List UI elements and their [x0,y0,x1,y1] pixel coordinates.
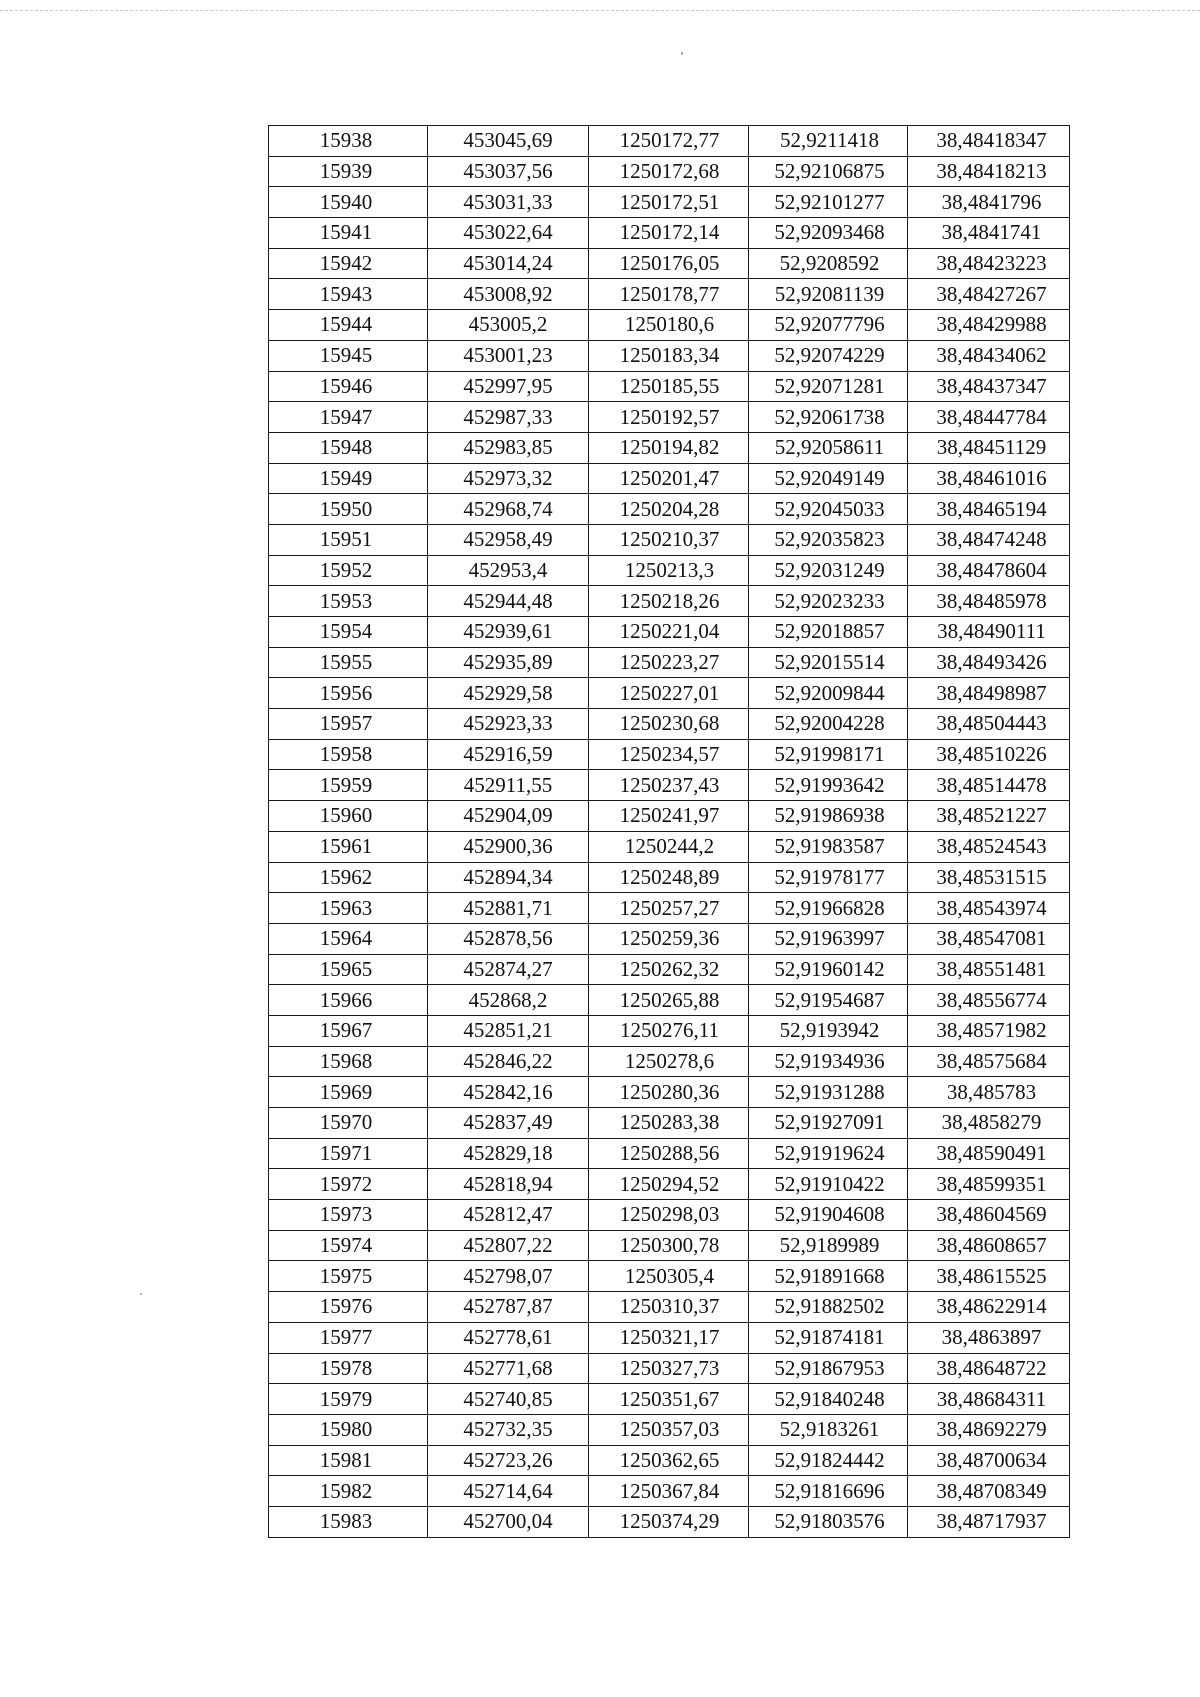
table-row [269,463,1070,494]
longitude-cell: 38,48434062 [908,340,1070,371]
x-coordinate-cell: 452911,55 [428,770,589,801]
longitude-cell: 38,48423223 [908,248,1070,279]
longitude-cell: 38,48465194 [908,494,1070,525]
point-number-cell: 15943 [269,279,428,310]
table-row [269,494,1070,525]
y-coordinate-cell: 1250180,6 [589,310,749,341]
longitude-cell: 38,48498987 [908,678,1070,709]
longitude-cell: 38,48474248 [908,524,1070,555]
x-coordinate-cell: 452842,16 [428,1077,589,1108]
point-number-cell: 15964 [269,923,428,954]
y-coordinate-cell: 1250283,38 [589,1108,749,1139]
point-number-cell: 15967 [269,1015,428,1046]
x-coordinate-cell: 452868,2 [428,985,589,1016]
y-coordinate-cell: 1250172,77 [589,126,749,157]
table-row [269,1046,1070,1077]
latitude-cell: 52,92035823 [749,524,908,555]
y-coordinate-cell: 1250351,67 [589,1384,749,1415]
y-coordinate-cell: 1250210,37 [589,524,749,555]
x-coordinate-cell: 452997,95 [428,371,589,402]
point-number-cell: 15938 [269,126,428,157]
x-coordinate-cell: 452837,49 [428,1108,589,1139]
longitude-cell: 38,48461016 [908,463,1070,494]
point-number-cell: 15941 [269,218,428,249]
latitude-cell: 52,92077796 [749,310,908,341]
table-row [269,985,1070,1016]
x-coordinate-cell: 452935,89 [428,647,589,678]
table-row [269,1108,1070,1139]
latitude-cell: 52,91998171 [749,739,908,770]
longitude-cell: 38,48648722 [908,1353,1070,1384]
longitude-cell: 38,48490111 [908,617,1070,648]
latitude-cell: 52,91874181 [749,1322,908,1353]
y-coordinate-cell: 1250172,68 [589,156,749,187]
table-row [269,801,1070,832]
longitude-cell: 38,48437347 [908,371,1070,402]
point-number-cell: 15980 [269,1414,428,1445]
x-coordinate-cell: 452987,33 [428,402,589,433]
x-coordinate-cell: 452846,22 [428,1046,589,1077]
longitude-cell: 38,48622914 [908,1292,1070,1323]
point-number-cell: 15982 [269,1476,428,1507]
x-coordinate-cell: 452973,32 [428,463,589,494]
table-row [269,831,1070,862]
table-row [269,1200,1070,1231]
x-coordinate-cell: 452740,85 [428,1384,589,1415]
latitude-cell: 52,9189989 [749,1230,908,1261]
point-number-cell: 15955 [269,647,428,678]
y-coordinate-cell: 1250257,27 [589,893,749,924]
table-row [269,586,1070,617]
point-number-cell: 15965 [269,954,428,985]
x-coordinate-cell: 453037,56 [428,156,589,187]
longitude-cell: 38,4841796 [908,187,1070,218]
longitude-cell: 38,48700634 [908,1445,1070,1476]
x-coordinate-cell: 452878,56 [428,923,589,954]
point-number-cell: 15970 [269,1108,428,1139]
latitude-cell: 52,91824442 [749,1445,908,1476]
scan-speck [140,1293,142,1295]
table-row [269,340,1070,371]
longitude-cell: 38,4841741 [908,218,1070,249]
longitude-cell: 38,48427267 [908,279,1070,310]
y-coordinate-cell: 1250265,88 [589,985,749,1016]
x-coordinate-cell: 452778,61 [428,1322,589,1353]
latitude-cell: 52,91960142 [749,954,908,985]
longitude-cell: 38,48717937 [908,1506,1070,1537]
table-row [269,248,1070,279]
latitude-cell: 52,92031249 [749,555,908,586]
latitude-cell: 52,92004228 [749,709,908,740]
longitude-cell: 38,48485978 [908,586,1070,617]
latitude-cell: 52,92045033 [749,494,908,525]
latitude-cell: 52,92106875 [749,156,908,187]
point-number-cell: 15972 [269,1169,428,1200]
y-coordinate-cell: 1250248,89 [589,862,749,893]
x-coordinate-cell: 452983,85 [428,432,589,463]
point-number-cell: 15953 [269,586,428,617]
point-number-cell: 15969 [269,1077,428,1108]
latitude-cell: 52,91927091 [749,1108,908,1139]
latitude-cell: 52,92074229 [749,340,908,371]
table-row [269,524,1070,555]
longitude-cell: 38,48599351 [908,1169,1070,1200]
point-number-cell: 15954 [269,617,428,648]
x-coordinate-cell: 452714,64 [428,1476,589,1507]
table-row [269,647,1070,678]
y-coordinate-cell: 1250288,56 [589,1138,749,1169]
longitude-cell: 38,48543974 [908,893,1070,924]
table-row [269,954,1070,985]
y-coordinate-cell: 1250192,57 [589,402,749,433]
table-row [269,923,1070,954]
y-coordinate-cell: 1250374,29 [589,1506,749,1537]
point-number-cell: 15981 [269,1445,428,1476]
y-coordinate-cell: 1250223,27 [589,647,749,678]
point-number-cell: 15974 [269,1230,428,1261]
y-coordinate-cell: 1250172,51 [589,187,749,218]
y-coordinate-cell: 1250234,57 [589,739,749,770]
y-coordinate-cell: 1250305,4 [589,1261,749,1292]
y-coordinate-cell: 1250327,73 [589,1353,749,1384]
latitude-cell: 52,91919624 [749,1138,908,1169]
longitude-cell: 38,4863897 [908,1322,1070,1353]
latitude-cell: 52,91803576 [749,1506,908,1537]
latitude-cell: 52,91978177 [749,862,908,893]
table-row [269,187,1070,218]
longitude-cell: 38,48478604 [908,555,1070,586]
x-coordinate-cell: 452723,26 [428,1445,589,1476]
point-number-cell: 15950 [269,494,428,525]
latitude-cell: 52,92071281 [749,371,908,402]
scan-top-edge [0,10,1200,11]
point-number-cell: 15942 [269,248,428,279]
latitude-cell: 52,92015514 [749,647,908,678]
table-row [269,1292,1070,1323]
point-number-cell: 15940 [269,187,428,218]
y-coordinate-cell: 1250241,97 [589,801,749,832]
x-coordinate-cell: 452900,36 [428,831,589,862]
x-coordinate-cell: 452732,35 [428,1414,589,1445]
y-coordinate-cell: 1250357,03 [589,1414,749,1445]
y-coordinate-cell: 1250278,6 [589,1046,749,1077]
y-coordinate-cell: 1250172,14 [589,218,749,249]
x-coordinate-cell: 453001,23 [428,340,589,371]
point-number-cell: 15951 [269,524,428,555]
longitude-cell: 38,48521227 [908,801,1070,832]
y-coordinate-cell: 1250276,11 [589,1015,749,1046]
table-row [269,1077,1070,1108]
y-coordinate-cell: 1250237,43 [589,770,749,801]
point-number-cell: 15979 [269,1384,428,1415]
point-number-cell: 15949 [269,463,428,494]
x-coordinate-cell: 452894,34 [428,862,589,893]
longitude-cell: 38,48504443 [908,709,1070,740]
x-coordinate-cell: 452923,33 [428,709,589,740]
table-row [269,1169,1070,1200]
table-row [269,862,1070,893]
table-row [269,1506,1070,1537]
y-coordinate-cell: 1250244,2 [589,831,749,862]
y-coordinate-cell: 1250201,47 [589,463,749,494]
longitude-cell: 38,48615525 [908,1261,1070,1292]
x-coordinate-cell: 452829,18 [428,1138,589,1169]
longitude-cell: 38,48514478 [908,770,1070,801]
x-coordinate-cell: 452851,21 [428,1015,589,1046]
y-coordinate-cell: 1250176,05 [589,248,749,279]
y-coordinate-cell: 1250230,68 [589,709,749,740]
longitude-cell: 38,48531515 [908,862,1070,893]
point-number-cell: 15956 [269,678,428,709]
latitude-cell: 52,92018857 [749,617,908,648]
latitude-cell: 52,91931288 [749,1077,908,1108]
x-coordinate-cell: 452939,61 [428,617,589,648]
x-coordinate-cell: 453045,69 [428,126,589,157]
y-coordinate-cell: 1250185,55 [589,371,749,402]
longitude-cell: 38,48447784 [908,402,1070,433]
table-row [269,310,1070,341]
point-number-cell: 15957 [269,709,428,740]
table-row [269,1261,1070,1292]
point-number-cell: 15966 [269,985,428,1016]
longitude-cell: 38,48571982 [908,1015,1070,1046]
table-row [269,279,1070,310]
x-coordinate-cell: 452787,87 [428,1292,589,1323]
point-number-cell: 15959 [269,770,428,801]
y-coordinate-cell: 1250218,26 [589,586,749,617]
longitude-cell: 38,48556774 [908,985,1070,1016]
x-coordinate-cell: 452968,74 [428,494,589,525]
y-coordinate-cell: 1250321,17 [589,1322,749,1353]
table-row [269,432,1070,463]
table-row [269,1414,1070,1445]
point-number-cell: 15983 [269,1506,428,1537]
table-row [269,739,1070,770]
latitude-cell: 52,9193942 [749,1015,908,1046]
table-row [269,1230,1070,1261]
scan-speck [681,52,683,55]
table-row [269,1353,1070,1384]
point-number-cell: 15948 [269,432,428,463]
point-number-cell: 15975 [269,1261,428,1292]
latitude-cell: 52,92049149 [749,463,908,494]
y-coordinate-cell: 1250298,03 [589,1200,749,1231]
latitude-cell: 52,91983587 [749,831,908,862]
point-number-cell: 15976 [269,1292,428,1323]
table-row [269,1445,1070,1476]
x-coordinate-cell: 452958,49 [428,524,589,555]
coordinates-table [268,125,1070,1538]
table-row [269,1476,1070,1507]
point-number-cell: 15946 [269,371,428,402]
longitude-cell: 38,48429988 [908,310,1070,341]
table-row [269,218,1070,249]
y-coordinate-cell: 1250367,84 [589,1476,749,1507]
point-number-cell: 15947 [269,402,428,433]
x-coordinate-cell: 453022,64 [428,218,589,249]
table-row [269,1384,1070,1415]
x-coordinate-cell: 453008,92 [428,279,589,310]
x-coordinate-cell: 452916,59 [428,739,589,770]
y-coordinate-cell: 1250194,82 [589,432,749,463]
point-number-cell: 15944 [269,310,428,341]
longitude-cell: 38,48551481 [908,954,1070,985]
table-row [269,1322,1070,1353]
longitude-cell: 38,48418213 [908,156,1070,187]
latitude-cell: 52,91904608 [749,1200,908,1231]
table-row [269,678,1070,709]
latitude-cell: 52,92081139 [749,279,908,310]
latitude-cell: 52,9211418 [749,126,908,157]
point-number-cell: 15978 [269,1353,428,1384]
point-number-cell: 15958 [269,739,428,770]
point-number-cell: 15961 [269,831,428,862]
y-coordinate-cell: 1250221,04 [589,617,749,648]
latitude-cell: 52,92009844 [749,678,908,709]
y-coordinate-cell: 1250178,77 [589,279,749,310]
table-row [269,126,1070,157]
x-coordinate-cell: 452812,47 [428,1200,589,1231]
longitude-cell: 38,48708349 [908,1476,1070,1507]
latitude-cell: 52,91993642 [749,770,908,801]
longitude-cell: 38,48608657 [908,1230,1070,1261]
table-row [269,1138,1070,1169]
longitude-cell: 38,485783 [908,1077,1070,1108]
latitude-cell: 52,91963997 [749,923,908,954]
latitude-cell: 52,92023233 [749,586,908,617]
latitude-cell: 52,91986938 [749,801,908,832]
x-coordinate-cell: 452807,22 [428,1230,589,1261]
x-coordinate-cell: 452771,68 [428,1353,589,1384]
latitude-cell: 52,91934936 [749,1046,908,1077]
table-row [269,1015,1070,1046]
point-number-cell: 15939 [269,156,428,187]
x-coordinate-cell: 452929,58 [428,678,589,709]
point-number-cell: 15971 [269,1138,428,1169]
longitude-cell: 38,48547081 [908,923,1070,954]
longitude-cell: 38,48418347 [908,126,1070,157]
point-number-cell: 15960 [269,801,428,832]
x-coordinate-cell: 452700,04 [428,1506,589,1537]
y-coordinate-cell: 1250213,3 [589,555,749,586]
longitude-cell: 38,48493426 [908,647,1070,678]
table-row [269,770,1070,801]
y-coordinate-cell: 1250262,32 [589,954,749,985]
table-row [269,709,1070,740]
latitude-cell: 52,91891668 [749,1261,908,1292]
x-coordinate-cell: 452904,09 [428,801,589,832]
x-coordinate-cell: 452944,48 [428,586,589,617]
point-number-cell: 15977 [269,1322,428,1353]
point-number-cell: 15945 [269,340,428,371]
y-coordinate-cell: 1250300,78 [589,1230,749,1261]
x-coordinate-cell: 453031,33 [428,187,589,218]
y-coordinate-cell: 1250227,01 [589,678,749,709]
x-coordinate-cell: 453005,2 [428,310,589,341]
latitude-cell: 52,92101277 [749,187,908,218]
latitude-cell: 52,91954687 [749,985,908,1016]
point-number-cell: 15963 [269,893,428,924]
y-coordinate-cell: 1250259,36 [589,923,749,954]
latitude-cell: 52,91840248 [749,1384,908,1415]
latitude-cell: 52,92093468 [749,218,908,249]
point-number-cell: 15962 [269,862,428,893]
coordinates-table-body [269,126,1070,1538]
longitude-cell: 38,48524543 [908,831,1070,862]
latitude-cell: 52,91910422 [749,1169,908,1200]
point-number-cell: 15952 [269,555,428,586]
latitude-cell: 52,92061738 [749,402,908,433]
table-row [269,555,1070,586]
y-coordinate-cell: 1250204,28 [589,494,749,525]
longitude-cell: 38,48692279 [908,1414,1070,1445]
x-coordinate-cell: 452881,71 [428,893,589,924]
latitude-cell: 52,9183261 [749,1414,908,1445]
table-row [269,402,1070,433]
table-row [269,371,1070,402]
table-row [269,893,1070,924]
x-coordinate-cell: 452953,4 [428,555,589,586]
y-coordinate-cell: 1250294,52 [589,1169,749,1200]
y-coordinate-cell: 1250280,36 [589,1077,749,1108]
longitude-cell: 38,48590491 [908,1138,1070,1169]
longitude-cell: 38,48684311 [908,1384,1070,1415]
x-coordinate-cell: 452818,94 [428,1169,589,1200]
latitude-cell: 52,91882502 [749,1292,908,1323]
longitude-cell: 38,48510226 [908,739,1070,770]
x-coordinate-cell: 453014,24 [428,248,589,279]
latitude-cell: 52,9208592 [749,248,908,279]
y-coordinate-cell: 1250183,34 [589,340,749,371]
x-coordinate-cell: 452798,07 [428,1261,589,1292]
latitude-cell: 52,91816696 [749,1476,908,1507]
y-coordinate-cell: 1250362,65 [589,1445,749,1476]
latitude-cell: 52,92058611 [749,432,908,463]
latitude-cell: 52,91867953 [749,1353,908,1384]
longitude-cell: 38,48575684 [908,1046,1070,1077]
table-row [269,156,1070,187]
latitude-cell: 52,91966828 [749,893,908,924]
x-coordinate-cell: 452874,27 [428,954,589,985]
point-number-cell: 15968 [269,1046,428,1077]
longitude-cell: 38,48604569 [908,1200,1070,1231]
longitude-cell: 38,4858279 [908,1108,1070,1139]
point-number-cell: 15973 [269,1200,428,1231]
y-coordinate-cell: 1250310,37 [589,1292,749,1323]
longitude-cell: 38,48451129 [908,432,1070,463]
table-row [269,617,1070,648]
